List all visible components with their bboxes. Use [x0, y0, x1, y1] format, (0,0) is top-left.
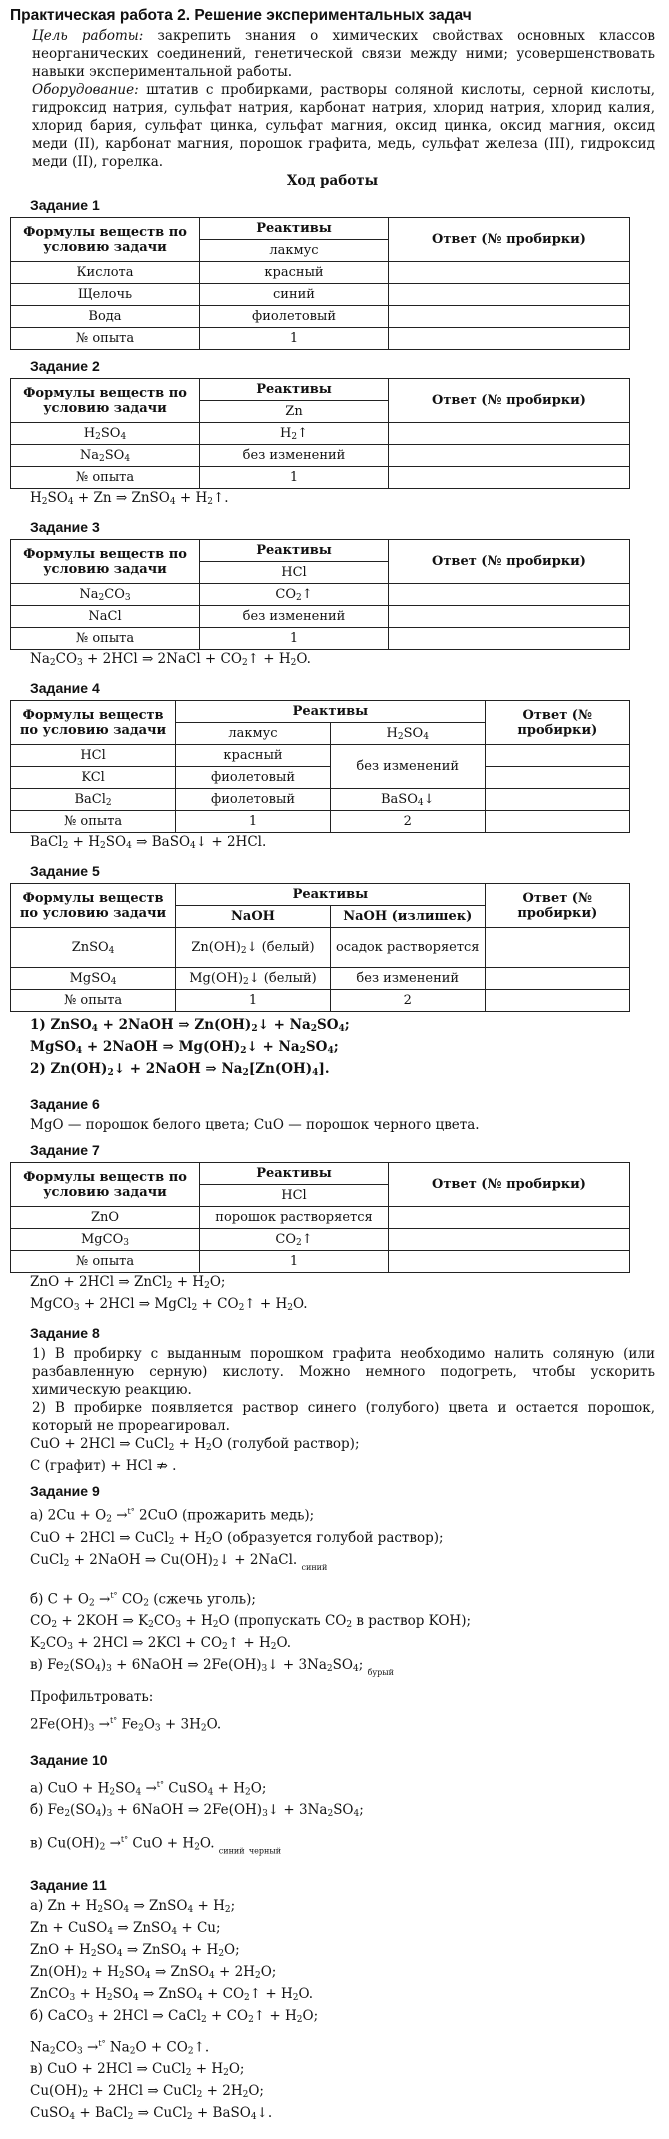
- goal-label: Цель работы:: [32, 28, 144, 44]
- equation: C (графит) + HCl ⇏ .: [30, 1458, 177, 1474]
- equation: а) $2Cu + O_2 \to^{t^\circ}$ 2CuO (прожарить медь);: [30, 1507, 315, 1525]
- experiment-no-label: № опыта: [11, 1251, 200, 1273]
- experiment-no-cell: 1: [200, 328, 389, 350]
- table-row: [11, 990, 630, 1012]
- reagents-header: Реактивы: [200, 540, 389, 562]
- answer-cell: [389, 423, 630, 445]
- answer-cell: [389, 1251, 630, 1273]
- equation: CuO + 2HCl ⇒ CuCl$_2$ + $H_2O$ (голубой раствор);: [30, 1436, 360, 1453]
- equation: MgCO$_3$ + 2HCl ⇒ MgCl$_2$ + $CO_2↑ + H_2O$.: [30, 1296, 308, 1313]
- task-1-table: [10, 217, 630, 350]
- equation: в) $Fe_2(SO_4)_3$ + 6NaOH ⇒ $2Fe(OH)_3↓ + 3Na_2SO_4$; $_{бурый}$: [30, 1657, 394, 1677]
- result-cell: красный: [200, 262, 389, 284]
- task-7-table: [10, 1162, 630, 1273]
- reagent-cell: HCl: [200, 1185, 389, 1207]
- equation: MgSO$_4$ + 2NaOH ⇒ $Mg(OH)_2↓ + Na_2SO_4$;: [30, 1039, 339, 1056]
- task-9-filter: Профильтровать:: [30, 1689, 154, 1705]
- task-6-text: MgO — порошок белого цвета; CuO — порошок черного цвета.: [30, 1117, 480, 1133]
- equation: ZnCO$_3$ + $H_2SO_4$ ⇒ ZnSO$_4$ + $CO_2↑ + H_2O$.: [30, 1985, 314, 2003]
- task-6-label: Задание 6: [30, 1096, 100, 1112]
- experiment-no-label: № опыта: [11, 328, 200, 350]
- equipment-label: Оборудование:: [32, 82, 139, 98]
- answer-cell: [389, 1229, 630, 1251]
- task-10-label: Задание 10: [30, 1751, 108, 1768]
- substance-cell: KCl: [11, 767, 176, 789]
- color-note: бурый: [367, 1668, 394, 1677]
- equation: б) $C + O_2 \to^{t^\circ}$ $CO_2$ (сжечь уголь);: [30, 1590, 256, 1608]
- table-row: [11, 928, 630, 968]
- formula-header: Формулы веществ по условию задачи: [11, 701, 176, 745]
- formula-header: Формулы веществ по условию задачи: [11, 884, 176, 928]
- experiment-no-label: № опыта: [11, 628, 200, 650]
- result-cell: BaSO$_4$↓: [330, 789, 485, 811]
- page-title: Практическая работа 2. Решение экспериментальных задач: [10, 7, 472, 24]
- equation: Zn + CuSO$_4$ ⇒ ZnSO$_4$ + Cu;: [30, 1919, 221, 1937]
- result-cell: без изменений: [200, 445, 389, 467]
- goal-paragraph: [32, 27, 655, 81]
- answer-cell: [389, 606, 630, 628]
- formula-header: Формулы веществ по условию задачи: [11, 218, 200, 262]
- table-row: [11, 584, 630, 606]
- table-row: [11, 328, 630, 350]
- answer-cell: [389, 445, 630, 467]
- answer-cell: [485, 767, 629, 789]
- result-cell: $Zn(OH)_2↓$ (белый): [176, 928, 331, 968]
- task-8-label: Задание 8: [30, 1325, 100, 1341]
- table-row: [11, 745, 630, 767]
- equation: $Na_2CO_3 \to^{t^\circ}$ $Na_2O$ + $CO_2↑$.: [30, 2038, 210, 2056]
- reagent-cell: NaOH (излишек): [330, 906, 485, 928]
- task-7-label: Задание 7: [30, 1142, 100, 1158]
- result-cell: $CO_2↑$: [200, 584, 389, 606]
- equation: 1) ZnSO$_4$ + 2NaOH ⇒ $Zn(OH)_2↓ + Na_2SO_4$;: [30, 1017, 350, 1034]
- equation: $CO_2 + 2KOH$ ⇒ $K_2CO_3 + H_2O$ (пропускать $CO_2$ в раствор KOH);: [30, 1613, 472, 1630]
- experiment-no-cell: 2: [330, 990, 485, 1012]
- equation: BaCl$_2$ + $H_2SO_4$ ⇒ BaSO$_4$↓ + 2HCl.: [30, 834, 267, 851]
- result-cell: фиолетовый: [176, 789, 331, 811]
- result-cell: красный: [176, 745, 331, 767]
- equation: в) CuO + 2HCl ⇒ CuCl$_2$ + $H_2O$;: [30, 2061, 245, 2078]
- formula-header: Формулы веществ по условию задачи: [11, 540, 200, 584]
- result-cell: порошок растворяется: [200, 1207, 389, 1229]
- answer-cell: [389, 262, 630, 284]
- task-5-table: [10, 883, 630, 1012]
- task-8-line: 2) В пробирке появляется раствор синего (голубого) цвета и остается порошок, который не прореагировал.: [32, 1400, 655, 1434]
- equation: CuSO$_4$ + BaCl$_2$ ⇒ CuCl$_2$ + BaSO$_4$↓.: [30, 2105, 273, 2122]
- substance-cell: Кислота: [11, 262, 200, 284]
- answer-header: Ответ (№ пробирки): [389, 540, 630, 584]
- equation: а) CuO + $H_2SO_4 \to^{t^\circ}$ CuSO$_4$ + $H_2O$;: [30, 1779, 267, 1797]
- result-cell: $H_2↑$: [200, 423, 389, 445]
- task-11-label: Задание 11: [30, 1876, 107, 1893]
- answer-header: Ответ (№ пробирки): [485, 884, 629, 928]
- task-9-label: Задание 9: [30, 1483, 100, 1499]
- task-5-label: Задание 5: [30, 863, 100, 879]
- answer-header: Ответ (№ пробирки): [389, 1163, 630, 1207]
- experiment-no-label: № опыта: [11, 467, 200, 489]
- answer-cell: [485, 745, 629, 767]
- result-cell: $CO_2↑$: [200, 1229, 389, 1251]
- table-row: [11, 306, 630, 328]
- equation: в) $Cu(OH)_2 \to^{t^\circ}$ CuO + $H_2O$. $_{синий}$ $_{черный}$: [30, 1835, 282, 1856]
- result-cell: без изменений: [200, 606, 389, 628]
- answer-header: Ответ (№ пробирки): [389, 218, 630, 262]
- equation: б) $Fe_2(SO_4)_3$ + 6NaOH ⇒ $2Fe(OH)_3↓ + 3Na_2SO_4$;: [30, 1802, 364, 1819]
- reagents-header: Реактивы: [200, 218, 389, 240]
- formula-header: Формулы веществ по условию задачи: [11, 1163, 200, 1207]
- answer-cell: [389, 306, 630, 328]
- substance-cell: Вода: [11, 306, 200, 328]
- equation: 2) $Zn(OH)_2↓$ + 2NaOH ⇒ $Na_2[Zn(OH)_4]$.: [30, 1061, 330, 1078]
- result-cell: фиолетовый: [200, 306, 389, 328]
- color-note: синий: [301, 1562, 328, 1572]
- reagent-cell: Zn: [200, 401, 389, 423]
- answer-cell: [485, 968, 629, 990]
- task-4-table: [10, 700, 630, 833]
- result-cell: фиолетовый: [176, 767, 331, 789]
- substance-cell: Щелочь: [11, 284, 200, 306]
- equation: $Cu(OH)_2 + 2HCl$ ⇒ CuCl$_2$ + $2H_2O$;: [30, 2083, 264, 2100]
- equation: $H_2SO_4 + Zn$ ⇒ ZnSO$_4$ + $H_2↑$.: [30, 490, 229, 507]
- experiment-no-cell: 1: [176, 811, 331, 833]
- experiment-no-cell: 2: [330, 811, 485, 833]
- answer-cell: [389, 328, 630, 350]
- answer-cell: [389, 628, 630, 650]
- equation: $Zn(OH)_2 + H_2SO_4$ ⇒ ZnSO$_4$ + $2H_2O$;: [30, 1963, 277, 1981]
- equipment-text: штатив с пробирками, растворы соляной кислоты, серной кислоты, гидроксид натрия, сульфат натрия, карбонат натрия, хлорид натрия, хлорид калия, хлорид бария, сульфат цинка, сульфат магния, оксид цинка, оксид магния, оксид меди (II), карбонат магния, порошок графита, медь, сульфат железа (III), гидроксид меди (II), горелка.: [32, 82, 655, 170]
- equation: $Na_2CO_3 + 2HCl$ ⇒ 2NaCl + $CO_2↑ + H_2O$.: [30, 651, 311, 668]
- answer-header: Ответ (№ пробирки): [485, 701, 629, 745]
- result-cell: без изменений: [330, 745, 485, 789]
- answer-cell: [389, 467, 630, 489]
- equation: а) $Zn + H_2SO_4$ ⇒ ZnSO$_4$ + $H_2$;: [30, 1897, 236, 1915]
- equation: $K_2CO_3 + 2HCl$ ⇒ $2KCl + CO_2↑ + H_2O$.: [30, 1635, 292, 1652]
- task-1-label: Задание 1: [30, 197, 100, 213]
- result-cell: синий: [200, 284, 389, 306]
- task-2-label: Задание 2: [30, 358, 100, 374]
- experiment-no-cell: 1: [200, 1251, 389, 1273]
- table-row: [11, 1207, 630, 1229]
- equation: ZnO + $H_2SO_4$ ⇒ ZnSO$_4$ + $H_2O$;: [30, 1941, 240, 1959]
- table-row: [11, 284, 630, 306]
- formula-header: Формулы веществ по условию задачи: [11, 379, 200, 423]
- reagent-cell: $H_2SO_4$: [330, 723, 485, 745]
- substance-cell: HCl: [11, 745, 176, 767]
- answer-cell: [485, 990, 629, 1012]
- equation: CuO + 2HCl ⇒ CuCl$_2$ + $H_2O$ (образуется голубой раствор);: [30, 1529, 444, 1547]
- answer-header: Ответ (№ пробирки): [389, 379, 630, 423]
- color-note: черный: [248, 1846, 282, 1856]
- substance-cell: ZnSO$_4$: [11, 928, 176, 968]
- reagents-header: Реактивы: [200, 1163, 389, 1185]
- course-heading: Ход работы: [286, 173, 379, 189]
- answer-cell: [389, 584, 630, 606]
- result-cell: осадок растворяется: [330, 928, 485, 968]
- answer-cell: [485, 811, 629, 833]
- document-page: [10, 6, 655, 2126]
- task-3-label: Задание 3: [30, 519, 100, 535]
- answer-cell: [389, 284, 630, 306]
- equation: $2Fe(OH)_3 \to^{t^\circ}$ $Fe_2O_3 + 3H_2O$.: [30, 1716, 222, 1734]
- result-cell: $Mg(OH)_2↓$ (белый): [176, 968, 331, 990]
- table-row: [11, 423, 630, 445]
- task-4-label: Задание 4: [30, 680, 100, 696]
- experiment-no-cell: 1: [176, 990, 331, 1012]
- table-row: [11, 1251, 630, 1273]
- substance-cell: $Na_2SO_4$: [11, 445, 200, 467]
- color-note: синий: [218, 1846, 245, 1856]
- reagent-cell: NaOH: [176, 906, 331, 928]
- reagent-cell: HCl: [200, 562, 389, 584]
- substance-cell: MgCO$_3$: [11, 1229, 200, 1251]
- substance-cell: NaCl: [11, 606, 200, 628]
- task-8-line: 1) В пробирку с выданным порошком графита необходимо налить соляную (или разбавленную серную) кислоту. Можно немного подогреть, чтобы ускорить химическую реакцию.: [32, 1346, 655, 1398]
- reagent-cell: лакмус: [176, 723, 331, 745]
- table-row: [11, 445, 630, 467]
- table-row: [11, 767, 630, 789]
- substance-cell: BaCl$_2$: [11, 789, 176, 811]
- reagents-header: Реактивы: [200, 379, 389, 401]
- table-row: [11, 811, 630, 833]
- task-3-table: [10, 539, 630, 650]
- answer-cell: [389, 1207, 630, 1229]
- equation: б) CaCO$_3$ + 2HCl ⇒ CaCl$_2$ + $CO_2↑ + H_2O$;: [30, 2007, 319, 2025]
- experiment-no-cell: 1: [200, 628, 389, 650]
- table-row: [11, 628, 630, 650]
- substance-cell: $Na_2CO_3$: [11, 584, 200, 606]
- table-row: [11, 789, 630, 811]
- substance-cell: MgSO$_4$: [11, 968, 176, 990]
- intro-block: [32, 27, 655, 171]
- reagents-header: Реактивы: [176, 701, 486, 723]
- answer-cell: [485, 789, 629, 811]
- answer-cell: [485, 928, 629, 968]
- equipment-paragraph: [32, 81, 655, 171]
- table-row: [11, 1229, 630, 1251]
- substance-cell: $H_2SO_4$: [11, 423, 200, 445]
- table-row: [11, 968, 630, 990]
- table-row: [11, 606, 630, 628]
- experiment-no-label: № опыта: [11, 811, 176, 833]
- reagents-header: Реактивы: [176, 884, 486, 906]
- equation: ZnO + 2HCl ⇒ ZnCl$_2$ + $H_2O$;: [30, 1274, 226, 1291]
- task-2-table: [10, 378, 630, 489]
- table-row: [11, 262, 630, 284]
- reagent-cell: лакмус: [200, 240, 389, 262]
- substance-cell: ZnO: [11, 1207, 200, 1229]
- equation: CuCl$_2$ + 2NaOH ⇒ $Cu(OH)_2↓$ + 2NaCl. $_{синий}$: [30, 1551, 328, 1572]
- experiment-no-cell: 1: [200, 467, 389, 489]
- result-cell: без изменений: [330, 968, 485, 990]
- goal-text: закрепить знания о химических свойствах основных классов неорганических соединений, генетической связи между ними; усовершенствовать навыки экспериментальной работы.: [32, 28, 656, 80]
- experiment-no-label: № опыта: [11, 990, 176, 1012]
- table-row: [11, 467, 630, 489]
